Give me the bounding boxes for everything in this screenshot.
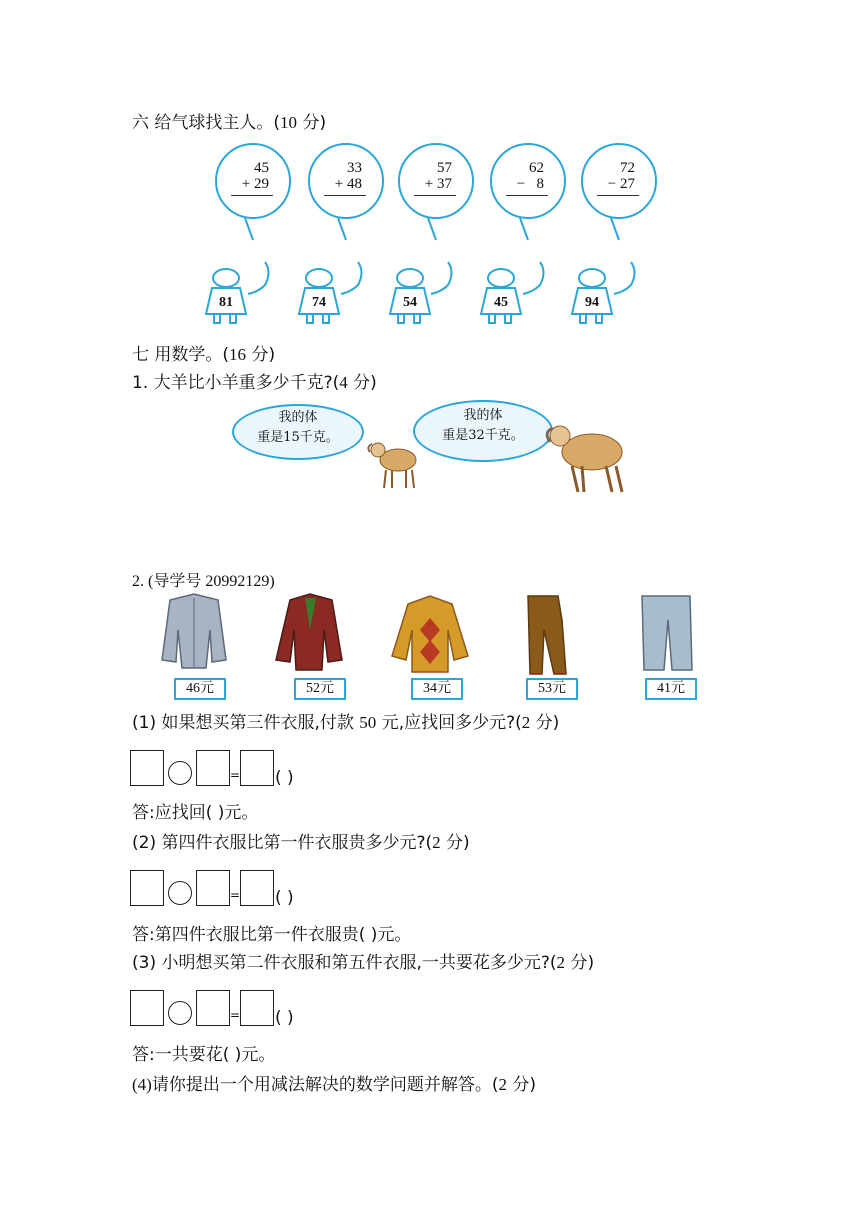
- sub3-answer[interactable]: 答:一共要花( )元。: [132, 1045, 276, 1065]
- leather-jacket-icon: [276, 594, 342, 670]
- balloon-4: [490, 143, 566, 219]
- sub4-question: (4)请你提出一个用减法解决的数学问题并解答。(2 分): [132, 1075, 537, 1095]
- sub2-box-1[interactable]: [130, 870, 164, 906]
- balloon-1-line: [231, 195, 273, 196]
- balloon-5: [581, 143, 657, 219]
- sub3-box-1[interactable]: [130, 990, 164, 1026]
- clothes-illustrations: [150, 590, 710, 680]
- section6-title: 六 给气球找主人。(10 分): [132, 113, 327, 133]
- balloon-2: [308, 143, 384, 219]
- kid-number-2: 74: [312, 295, 326, 310]
- balloon-1-equation: 45 + 29: [241, 160, 269, 192]
- balloon-5-equation: 72 − 27: [607, 160, 635, 192]
- sub1-question: (1) 如果想买第三件衣服,付款 50 元,应找回多少元?(2 分): [132, 713, 560, 733]
- balloon-2-equation: 33 + 48: [334, 160, 362, 192]
- kid-number-5: 94: [585, 295, 599, 310]
- sub2-box-2[interactable]: [196, 870, 230, 906]
- price-tag-5: 41元: [645, 678, 697, 700]
- balloon-5-line: [597, 195, 639, 196]
- sub1-equals: =: [230, 768, 241, 782]
- balloon-4-line: [506, 195, 548, 196]
- sub3-operator-circle[interactable]: [168, 1001, 192, 1025]
- big-sheep-icon: [547, 426, 622, 492]
- balloon-3-line: [414, 195, 456, 196]
- sub2-equals: =: [230, 888, 241, 902]
- sub1-answer[interactable]: 答:应找回( )元。: [132, 803, 259, 823]
- price-tag-1: 46元: [174, 678, 226, 700]
- sub3-box-3[interactable]: [240, 990, 274, 1026]
- sub2-answer[interactable]: 答:第四件衣服比第一件衣服贵( )元。: [132, 925, 412, 945]
- balloon-4-equation: 62 − 8: [516, 160, 544, 192]
- sub2-operator-circle[interactable]: [168, 881, 192, 905]
- sub1-box-3[interactable]: [240, 750, 274, 786]
- sub1-box-2[interactable]: [196, 750, 230, 786]
- sweater-icon: [392, 596, 468, 672]
- sub3-equals: =: [230, 1008, 241, 1022]
- sub1-operator-circle[interactable]: [168, 761, 192, 785]
- sub3-unit[interactable]: ( ): [275, 1008, 294, 1028]
- price-tag-4: 53元: [526, 678, 578, 700]
- balloon-1: [215, 143, 291, 219]
- balloon-3: [398, 143, 474, 219]
- sub1-unit[interactable]: ( ): [275, 768, 294, 788]
- balloon-2-line: [324, 195, 366, 196]
- price-tag-2: 52元: [294, 678, 346, 700]
- kid-number-4: 45: [494, 295, 508, 310]
- sub3-box-2[interactable]: [196, 990, 230, 1026]
- kid-number-3: 54: [403, 295, 417, 310]
- speech-bubble-small-sheep: 我的体 重是15千克。: [232, 404, 364, 460]
- sub2-unit[interactable]: ( ): [275, 888, 294, 908]
- sub2-question: (2) 第四件衣服比第一件衣服贵多少元?(2 分): [132, 833, 470, 853]
- sub1-box-1[interactable]: [130, 750, 164, 786]
- q2-label: 2. (导学号 20992129): [132, 573, 275, 590]
- sub3-question: (3) 小明想买第二件衣服和第五件衣服,一共要花多少元?(2 分): [132, 953, 595, 973]
- sub2-box-3[interactable]: [240, 870, 274, 906]
- kid-number-1: 81: [219, 295, 233, 310]
- section7-title: 七 用数学。(16 分): [132, 345, 276, 365]
- jeans-icon: [642, 596, 692, 670]
- balloon-3-equation: 57 + 37: [424, 160, 452, 192]
- denim-jacket-icon: [162, 594, 226, 668]
- q1-label: 1. 大羊比小羊重多少千克?(4 分): [132, 373, 377, 393]
- sheep-illustrations: [350, 400, 640, 500]
- speech-bubble-big-sheep: 我的体 重是32千克。: [413, 400, 553, 462]
- price-tag-3: 34元: [411, 678, 463, 700]
- trousers-icon: [528, 596, 566, 674]
- small-sheep-icon: [368, 443, 416, 488]
